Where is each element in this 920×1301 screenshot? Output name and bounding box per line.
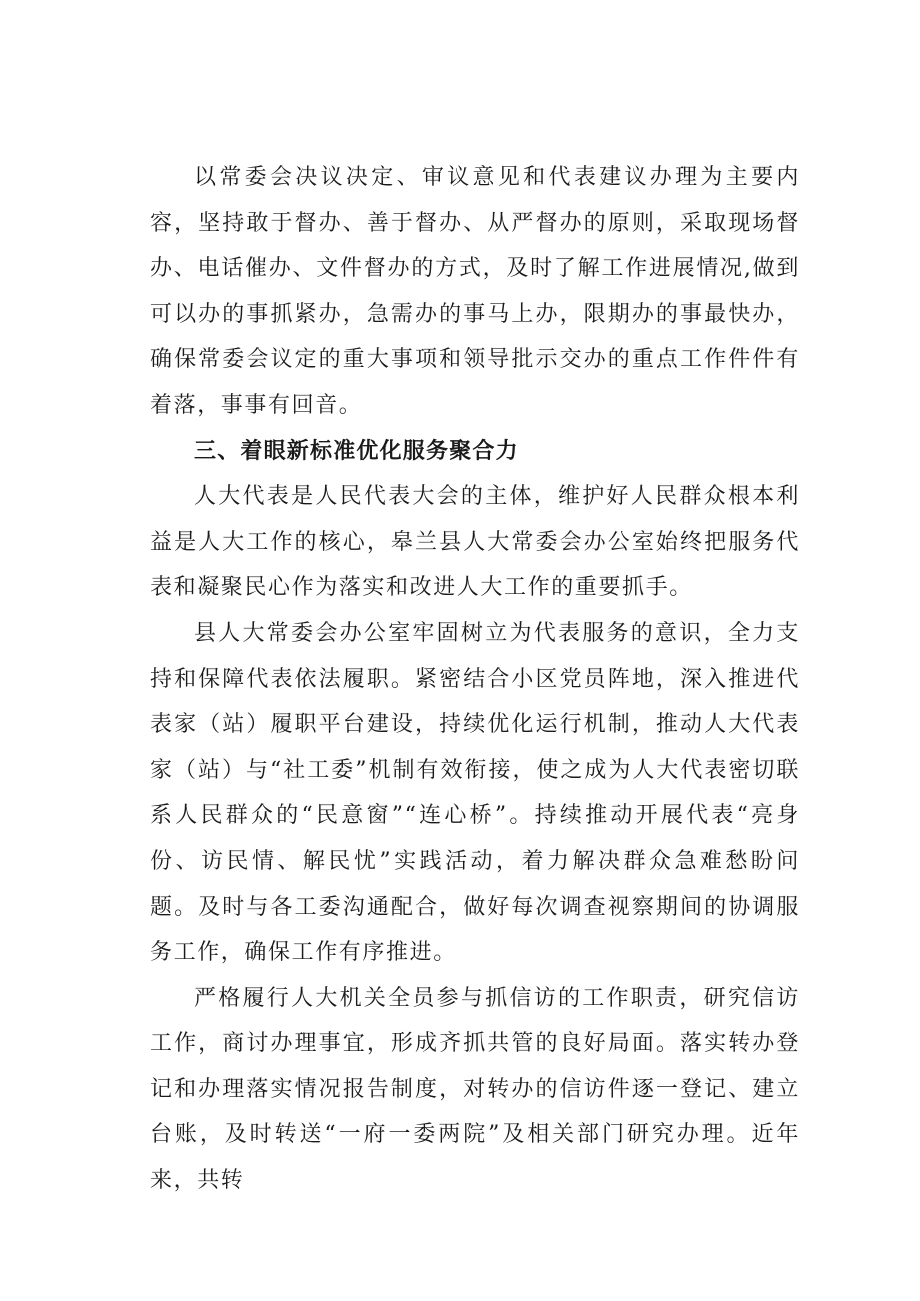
paragraph-deputy-service: 县人大常委会办公室牢固树立为代表服务的意识，全力支持和保障代表依法履职。紧密结合小区党员阵地，深入推进代表家（站）履职平台建设，持续优化运行机制，推动人大代表家（站）与“社工委”机制有效衔接，使之成为人大代表密切联系人民群众的“民意窗”“连心桥”。持续推动开展代表“亮身份、访民情、解民忧”实践活动，着力解决群众急难愁盼问题。及时与各工委沟通配合，做好每次调查视察期间的协调服务工作，确保工作有序推进。 <box>150 620 800 966</box>
paragraph-petitions: 严格履行人大机关全员参与抓信访的工作职责，研究信访工作，商讨办理事宜，形成齐抓共管的良好局面。落实转办登记和办理落实情况报告制度，对转办的信访件逐一登记、建立台账，及时转送“一府一委两院”及相关部门研究办理。近年来，共转 <box>150 985 800 1194</box>
paragraph-deputies-intro: 人大代表是人民代表大会的主体，维护好人民群众根本利益是人大工作的核心，皋兰县人大常委会办公室始终把服务代表和凝聚民心作为落实和改进人大工作的重要抓手。 <box>150 484 800 601</box>
section-heading-three: 三、着眼新标准优化服务聚合力 <box>194 438 519 464</box>
paragraph-supervision: 以常委会决议决定、审议意见和代表建议办理为主要内容，坚持敢于督办、善于督办、从严督办的原则，采取现场督办、电话催办、文件督办的方式，及时了解工作进展情况,做到可以办的事抓紧办，急需办的事马上办，限期办的事最快办，确保常委会议定的重大事项和领导批示交办的重点工作件件有着落，事事有回音。 <box>150 165 800 418</box>
document-page <box>150 155 800 1204</box>
